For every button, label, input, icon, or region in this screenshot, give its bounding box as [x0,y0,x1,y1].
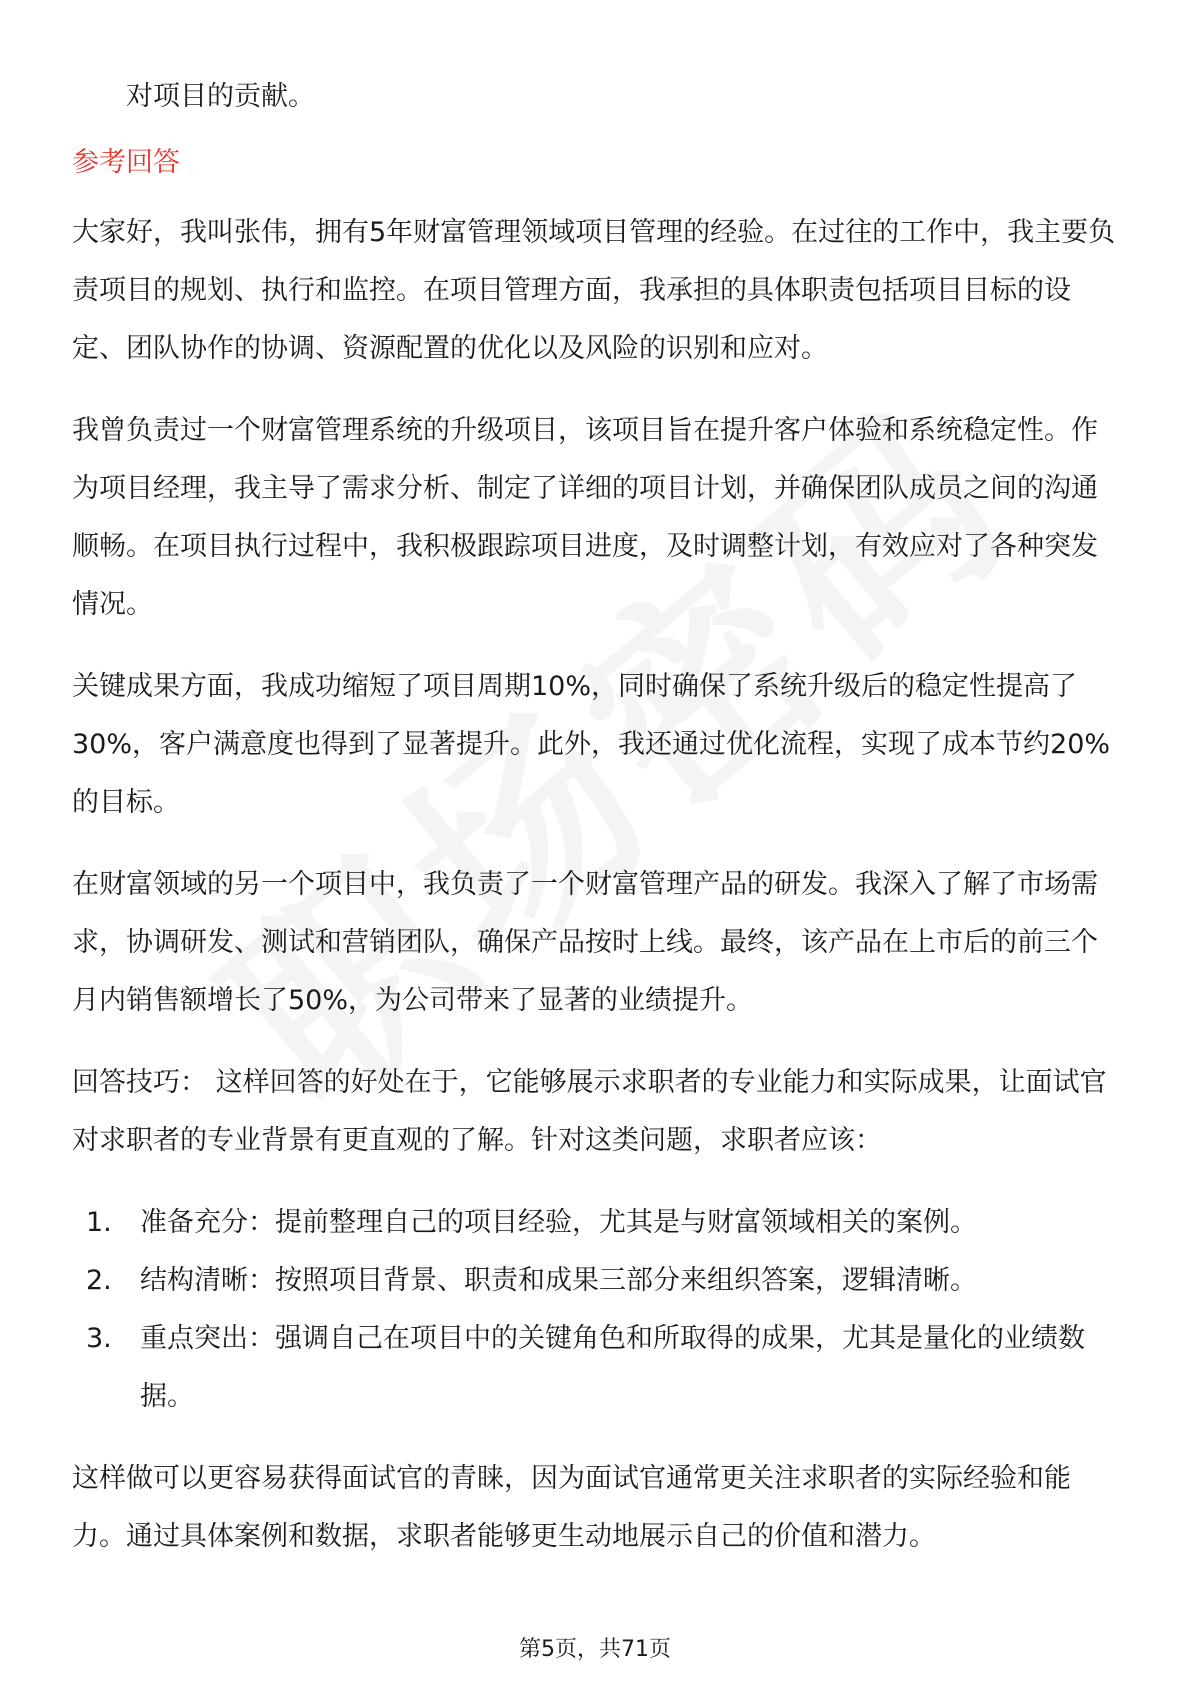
paragraph-4: 在财富领域的另一个项目中，我负责了一个财富管理产品的研发。我深入了解了市场需求，协调研发、测试和营销团队，确保产品按时上线。最终，该产品在上市后的前三个月内销售额增长了50%，为公司带来了显著的业绩提升。 [72,869,1098,1016]
paragraph-1: 大家好，我叫张伟，拥有5年财富管理领域项目管理的经验。在过往的工作中，我主要负责项目的规划、执行和监控。在项目管理方面，我承担的具体职责包括项目目标的设定、团队协作的协调、资源配置的优化以及风险的识别和应对。 [72,217,1116,364]
list-item [86,1194,1122,1252]
closing-paragraph: 这样做可以更容易获得面试官的青睐，因为面试官通常更关注求职者的实际经验和能力。通过具体案例和数据，求职者能够更生动地展示自己的价值和潜力。 [72,1463,1071,1552]
tips-list [72,1194,1122,1426]
intro-continuation: 对项目的贡献。 [126,81,315,112]
list-item [86,1310,1122,1426]
paragraph-2: 我曾负责过一个财富管理系统的升级项目，该项目旨在提升客户体验和系统稳定性。作为项目经理，我主导了需求分析、制定了详细的项目计划，并确保团队成员之间的沟通顺畅。在项目执行过程中，我积极跟踪项目进度，及时调整计划，有效应对了各种突发情况。 [72,415,1098,620]
list-item-number: 1. [86,1207,112,1238]
document-content [72,68,1122,1590]
tips-intro: 回答技巧： 这样回答的好处在于，它能够展示求职者的专业能力和实际成果，让面试官对求职者的专业背景有更直观的了解。针对这类问题，求职者应该： [72,1067,1107,1156]
list-item-number: 2. [86,1265,112,1296]
list-item [86,1252,1122,1310]
list-item-text: 准备充分：提前整理自己的项目经验，尤其是与财富领域相关的案例。 [140,1207,977,1238]
section-title: 参考回答 [72,147,180,178]
list-item-text: 重点突出：强调自己在项目中的关键角色和所取得的成果，尤其是量化的业绩数据。 [140,1323,1085,1412]
list-item-number: 3. [86,1323,112,1354]
paragraph-3: 关键成果方面，我成功缩短了项目周期10%，同时确保了系统升级后的稳定性提高了30%，客户满意度也得到了显著提升。此外，我还通过优化流程，实现了成本节约20%的目标。 [72,671,1111,818]
list-item-text: 结构清晰：按照项目背景、职责和成果三部分来组织答案，逻辑清晰。 [140,1265,977,1296]
page-footer: 第5页，共71页 [519,1637,671,1662]
